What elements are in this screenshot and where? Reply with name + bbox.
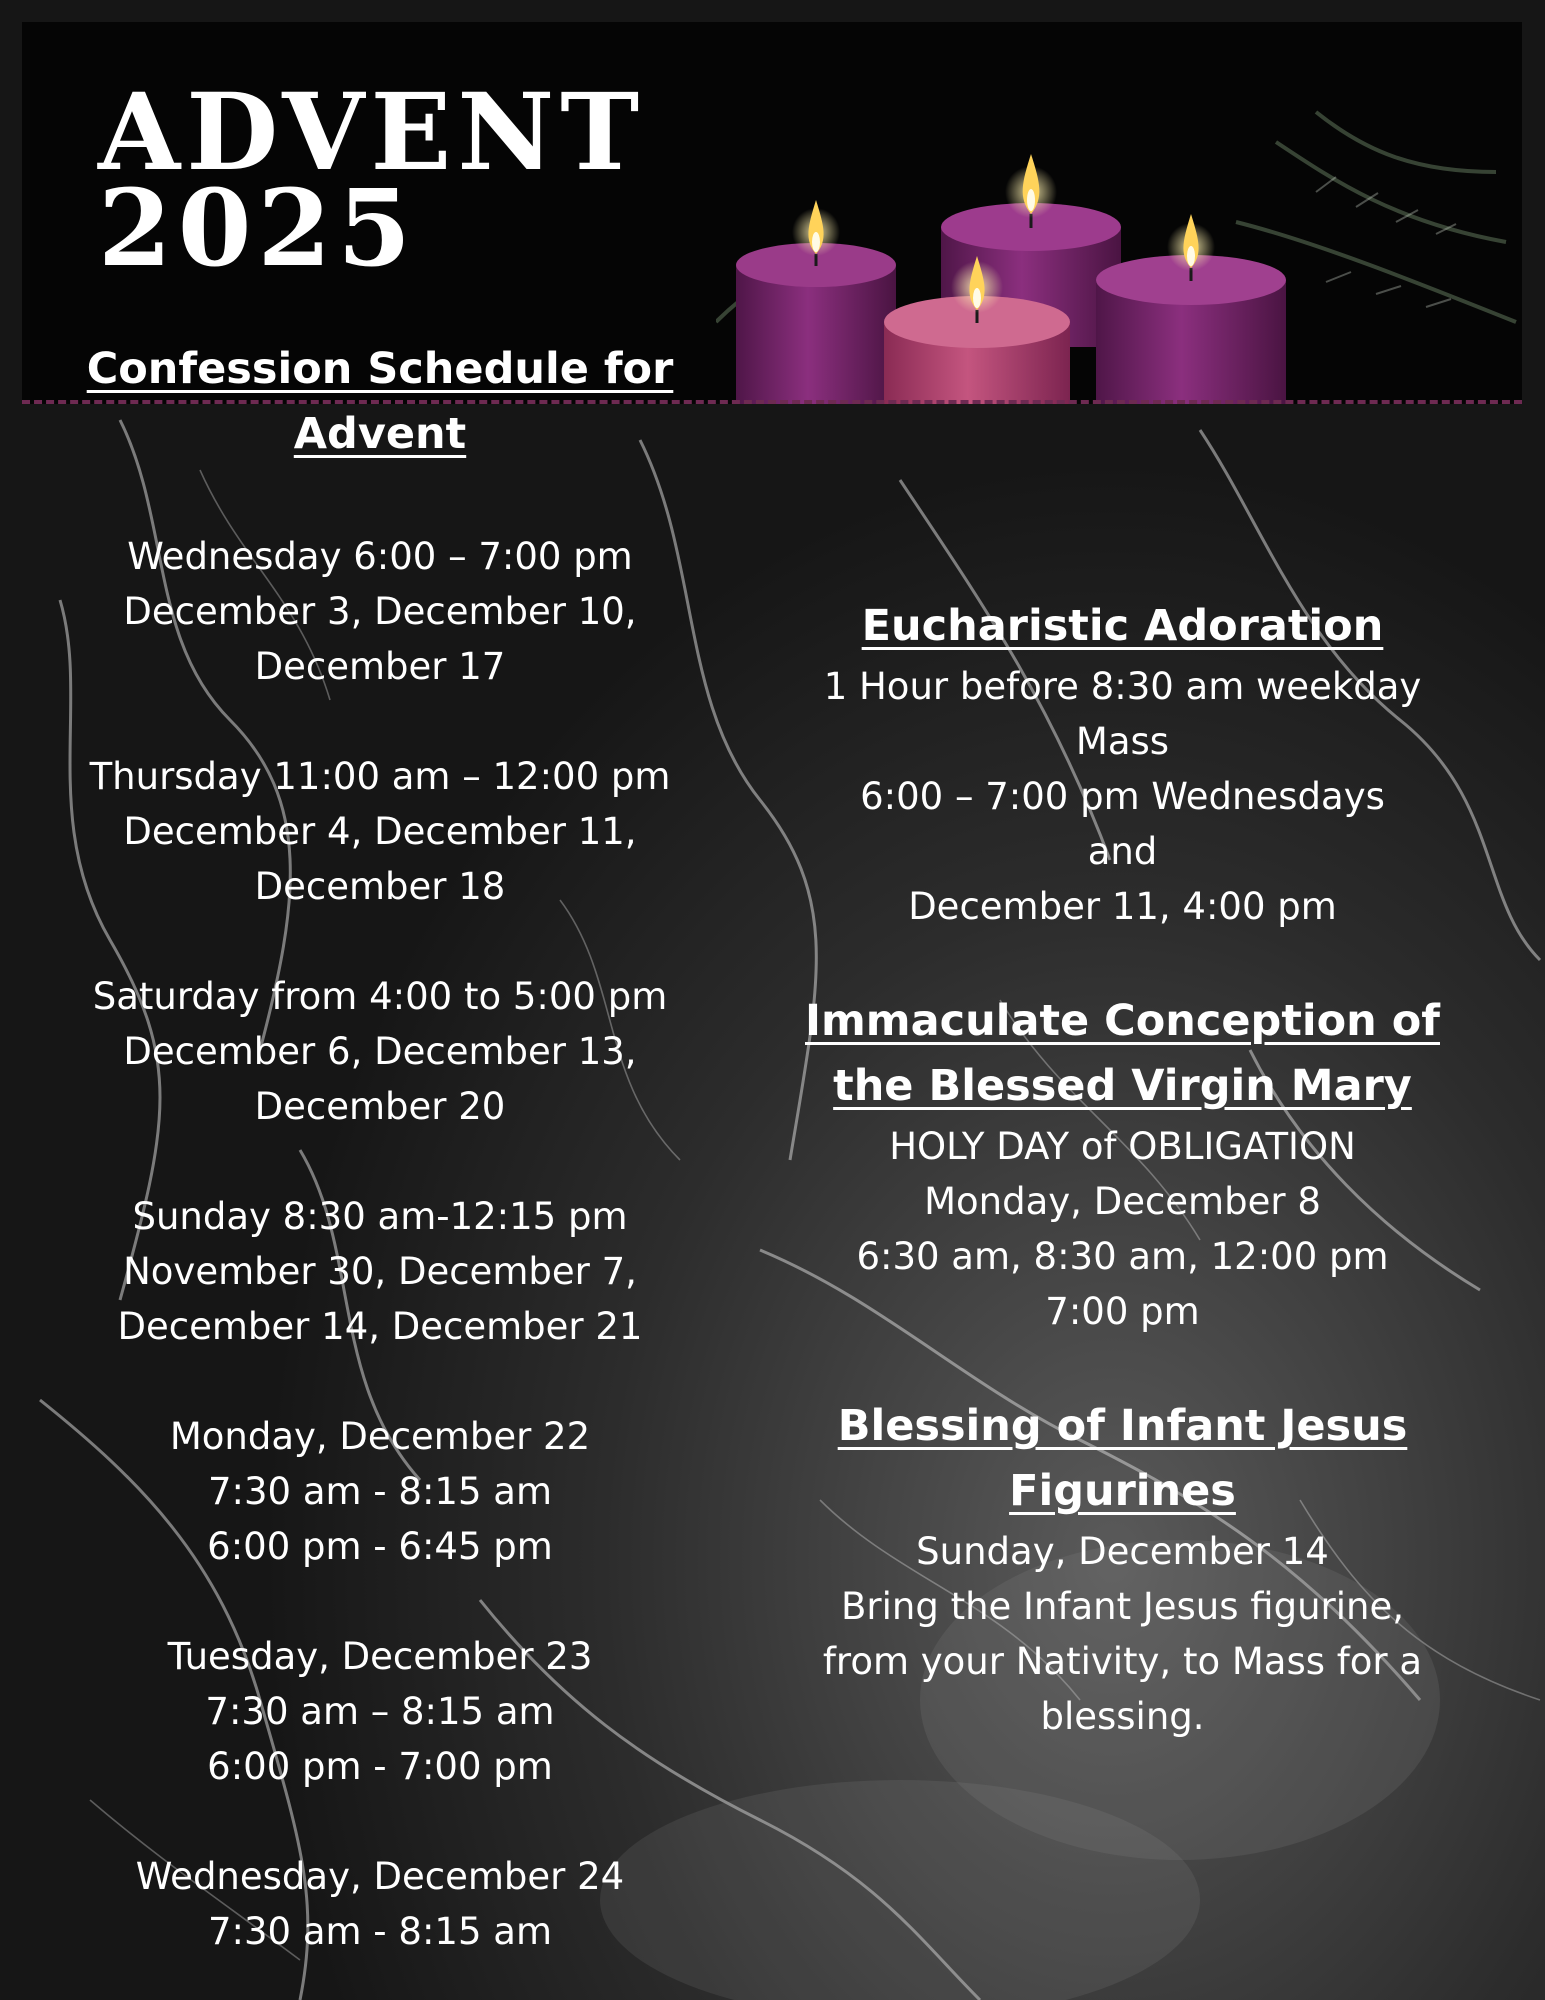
- adoration-line: Mass: [1075, 720, 1170, 763]
- confession-line: 6:00 pm - 6:45 pm: [207, 1525, 553, 1568]
- adoration-line: and: [1087, 830, 1158, 873]
- blessing-line: Bring the Infant Jesus figurine,: [841, 1585, 1404, 1628]
- confession-line: 6:00 pm - 7:00 pm: [207, 1745, 553, 1788]
- title-line-advent: ADVENT: [98, 69, 646, 194]
- confession-line: Saturday from 4:00 to 5:00 pm: [92, 975, 668, 1018]
- confession-heading-line: Confession Schedule for: [86, 344, 674, 394]
- confession-line: Wednesday, December 24: [135, 1855, 625, 1898]
- adoration-heading: Eucharistic Adoration: [861, 601, 1384, 651]
- blessing-heading-line: Figurines: [1009, 1466, 1236, 1516]
- blessing-line: from your Nativity, to Mass for a: [822, 1640, 1423, 1683]
- confession-line: December 20: [254, 1085, 506, 1128]
- adoration-line: 6:00 – 7:00 pm Wednesdays: [860, 775, 1385, 818]
- advent-candles-image: [716, 22, 1522, 404]
- confession-line: Wednesday 6:00 – 7:00 pm: [127, 535, 633, 578]
- confession-line: December 14, December 21: [117, 1305, 643, 1348]
- confession-line: December 18: [254, 865, 506, 908]
- confession-entry: [40, 1189, 720, 1354]
- confession-entry: [40, 1629, 720, 1794]
- confession-line: Thursday 11:00 am – 12:00 pm: [89, 755, 671, 798]
- confession-line: 7:30 am – 8:15 am: [205, 1690, 555, 1733]
- blessing-line: Sunday, December 14: [916, 1530, 1329, 1573]
- confession-entry: [40, 969, 720, 1134]
- confession-heading-line: Advent: [293, 409, 467, 459]
- confession-line: December 17: [254, 645, 506, 688]
- immaculate-line: HOLY DAY of OBLIGATION: [889, 1125, 1356, 1168]
- blessing-section: [790, 1394, 1455, 1744]
- confession-line: December 6, December 13,: [123, 1030, 637, 1073]
- immaculate-line: Monday, December 8: [924, 1180, 1321, 1223]
- immaculate-conception-section: [790, 989, 1455, 1339]
- confession-line: December 3, December 10,: [123, 590, 637, 633]
- confession-heading: [40, 337, 720, 467]
- confession-line: December 4, December 11,: [123, 810, 637, 853]
- immaculate-heading-line: Immaculate Conception of: [805, 996, 1440, 1046]
- confession-line: Sunday 8:30 am-12:15 pm: [132, 1195, 628, 1238]
- confession-entry: [40, 1849, 720, 1959]
- confession-line: Monday, December 22: [169, 1415, 591, 1458]
- confession-schedule-section: [40, 337, 720, 1959]
- confession-entry: [40, 749, 720, 914]
- adoration-section: [790, 594, 1455, 934]
- confession-line: 7:30 am - 8:15 am: [207, 1910, 552, 1953]
- immaculate-line: 6:30 am, 8:30 am, 12:00 pm: [856, 1235, 1389, 1278]
- confession-line: November 30, December 7,: [123, 1250, 637, 1293]
- immaculate-heading: [790, 989, 1455, 1119]
- confession-line: 7:30 am - 8:15 am: [207, 1470, 552, 1513]
- blessing-heading-line: Blessing of Infant Jesus: [837, 1401, 1408, 1451]
- immaculate-line: 7:00 pm: [1045, 1290, 1200, 1333]
- immaculate-heading-line: the Blessed Virgin Mary: [833, 1061, 1412, 1111]
- title-line-year: 2025: [98, 165, 418, 290]
- page-title: [98, 69, 646, 290]
- adoration-line: December 11, 4:00 pm: [908, 885, 1337, 928]
- confession-entry: [40, 1409, 720, 1574]
- blessing-heading: [790, 1394, 1455, 1524]
- adoration-line: 1 Hour before 8:30 am weekday: [823, 665, 1422, 708]
- confession-line: Tuesday, December 23: [167, 1635, 593, 1678]
- right-column: [790, 594, 1455, 1744]
- confession-entry: [40, 529, 720, 694]
- blessing-line: blessing.: [1040, 1695, 1205, 1738]
